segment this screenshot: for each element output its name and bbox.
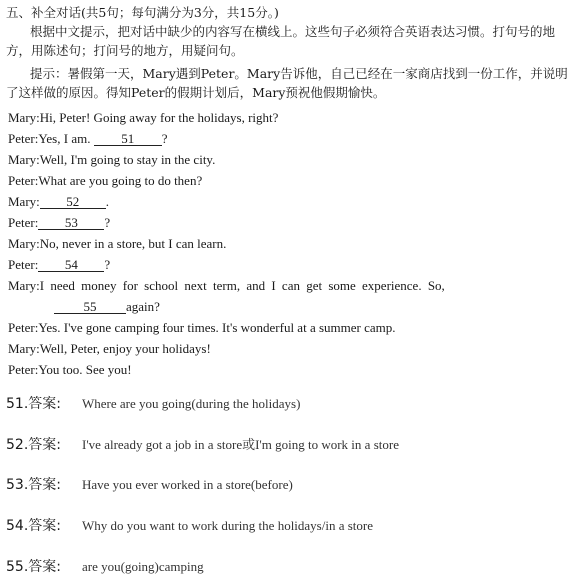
dialogue-line: Mary:I need money for school next term, and I can get some experience. So, xyxy=(8,278,445,293)
answer-text: Have you ever worked in a store(before) xyxy=(82,477,293,492)
dialogue-line: Peter:Yes, I am. 51 ? xyxy=(8,131,168,146)
answer-blank-55[interactable]: 55 xyxy=(54,300,126,314)
dialogue-line: Peter:You too. See you! xyxy=(8,362,132,377)
answer-row xyxy=(6,474,293,494)
dialogue-line: Peter:What are you going to do then? xyxy=(8,173,203,188)
answer-text: Why do you want to work during the holidays/in a store xyxy=(82,518,374,533)
answer-text: are you(going)camping xyxy=(82,559,204,574)
dialogue-line: Mary:No, never in a store, but I can learn. xyxy=(8,236,227,251)
answer-row xyxy=(6,393,300,413)
dialogue-line: Peter:Yes. I've gone camping four times. It's wonderful at a summer camp. xyxy=(8,320,396,335)
hint: 提示：暑假第一天，Mary遇到Peter。Mary告诉他，自己已经在一家商店找到一份工作，并说明了这样做的原因。得知Peter的假期计划后，Mary预祝他假期愉快。 xyxy=(6,66,568,100)
answer-row xyxy=(6,556,204,576)
answer-blank-53[interactable]: 53 xyxy=(38,216,104,230)
answer-label: 53.答案: xyxy=(6,477,61,493)
dialogue-line: Mary:Well, I'm going to stay in the city. xyxy=(8,152,216,167)
dialogue-line: Peter: 53 ? xyxy=(8,215,111,230)
answer-label: 52.答案: xyxy=(6,437,61,453)
answer-label: 54.答案: xyxy=(6,518,61,534)
dialogue-line: 55 again? xyxy=(54,299,160,315)
instructions: 根据中文提示，把对话中缺少的内容写在横线上。这些句子必须符合英语表达习惯。打句号的地方，用陈述句；打问号的地方，用疑问句。 xyxy=(6,24,556,58)
answer-label: 55.答案: xyxy=(6,559,61,575)
dialogue-line: Peter: 54 ? xyxy=(8,257,111,272)
answer-blank-52[interactable]: 52 xyxy=(40,195,106,209)
answer-blank-51[interactable]: 51 xyxy=(94,132,162,146)
dialogue-line: Mary:Hi, Peter! Going away for the holidays, right? xyxy=(8,110,279,125)
answer-blank-54[interactable]: 54 xyxy=(38,258,104,272)
answer-row xyxy=(6,434,399,454)
answer-row xyxy=(6,515,373,535)
dialogue-line: Mary:Well, Peter, enjoy your holidays! xyxy=(8,341,211,356)
section-title: 五、补全对话(共5句；每句满分为3分，共15分。) xyxy=(6,5,279,20)
answer-text: I've already got a job in a store或I'm going to work in a store xyxy=(82,437,399,452)
answer-text: Where are you going(during the holidays) xyxy=(82,396,301,411)
dialogue-line: Mary: 52 . xyxy=(8,194,110,209)
answer-label: 51.答案: xyxy=(6,396,61,412)
